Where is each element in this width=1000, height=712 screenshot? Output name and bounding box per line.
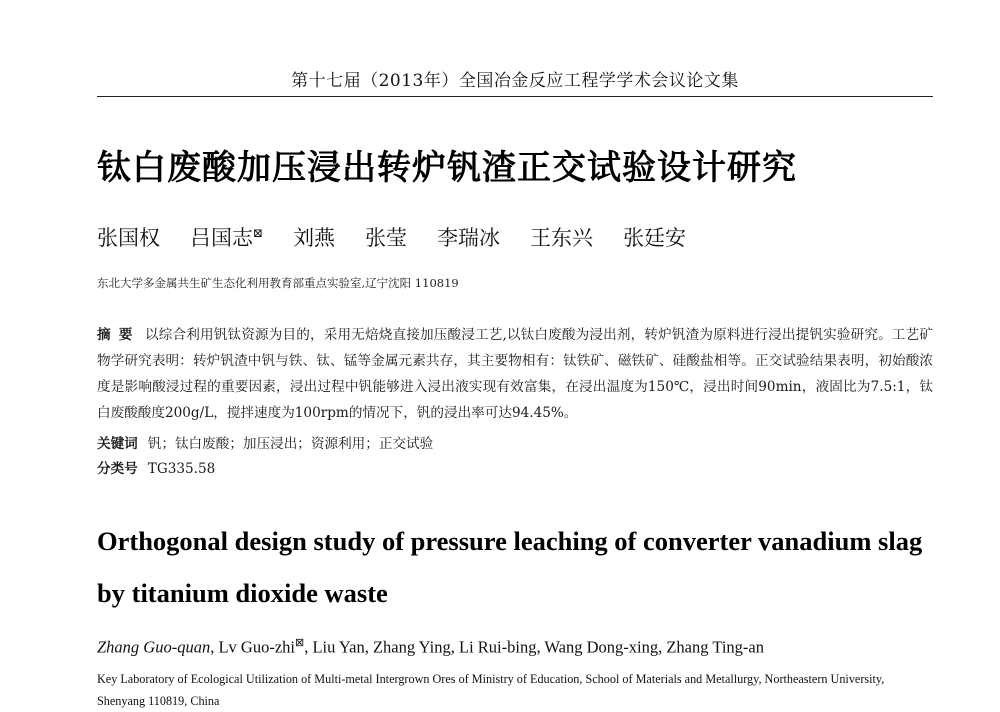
keywords-text: 钒；钛白废酸；加压浸出；资源利用；正交试验 <box>147 436 434 452</box>
author-cn-3: 刘燕 <box>293 226 336 250</box>
abstract-label: 摘要 <box>97 327 141 343</box>
author-cn-4: 张莹 <box>365 226 408 250</box>
author-cn-2-name: 吕国志 <box>190 226 253 250</box>
abstract-text: 以综合利用钒钛资源为目的，采用无焙烧直接加压酸浸工艺,以钛白废酸为浸出剂，转炉钒渣为原料进行浸出提钒实验研究。工艺矿物学研究表明：转炉钒渣中钒与铁、钛、锰等金属元素共存，其主要物相有：钛铁矿、磁铁矿、硅酸盐相等。正交试验结果表明，初始酸浓度是影响酸浸过程的重要因素，浸出过程中钒能够进入浸出液实现有效富集，在浸出温度为150℃，浸出时间90min，液固比为7.5:1，钛白废酸酸度200g/L，搅拌速度为100rpm的情况下，钒的浸出率可达94.45%。 <box>97 327 933 421</box>
abstract <box>97 322 933 426</box>
author-en-2: Lv Guo-zhi <box>218 637 295 657</box>
author-en-1: Zhang Guo-quan <box>97 637 211 657</box>
keywords-label: 关键词 <box>97 436 138 452</box>
affiliation-chinese: 东北大学多金属共生矿生态化利用教育部重点实验室,辽宁沈阳 110819 <box>97 276 459 290</box>
authors-chinese <box>97 222 686 252</box>
header-rule <box>97 96 933 97</box>
author-cn-6: 王东兴 <box>530 226 594 250</box>
classification <box>97 457 215 477</box>
title-english: Orthogonal design study of pressure leaching of converter vanadium slag by titanium dioxide waste <box>97 526 923 608</box>
author-cn-5: 李瑞冰 <box>437 226 501 250</box>
running-header: 第十七届（2013年）全国冶金反应工程学学术会议论文集 <box>291 71 739 91</box>
corresponding-mark-icon: ⊠ <box>253 226 264 240</box>
classification-text: TG335.58 <box>147 461 216 477</box>
author-cn-2 <box>190 222 263 252</box>
author-cn-1: 张国权 <box>97 226 160 250</box>
keywords <box>97 432 433 452</box>
authors-english: Zhang Guo-quan, Lv Guo-zhi⊠, Liu Yan, Zhang Ying, Li Rui-bing, Wang Dong-xing, Zhang Ting-an <box>97 637 764 657</box>
authors-en-rest: Liu Yan, Zhang Ying, Li Rui-bing, Wang Dong-xing, Zhang Ting-an <box>312 637 764 657</box>
author-cn-7: 张廷安 <box>623 226 687 250</box>
affiliation-english: Key Laboratory of Ecological Utilization of Multi-metal Intergrown Ores of Ministry of Education, School of Materials and Metallurgy, Northeastern University, Shenyang 110819, China <box>97 672 885 708</box>
classification-label: 分类号 <box>97 461 138 477</box>
corresponding-mark-en-icon: ⊠ <box>295 637 305 649</box>
title-chinese: 钛白废酸加压浸出转炉钒渣正交试验设计研究 <box>97 148 797 188</box>
